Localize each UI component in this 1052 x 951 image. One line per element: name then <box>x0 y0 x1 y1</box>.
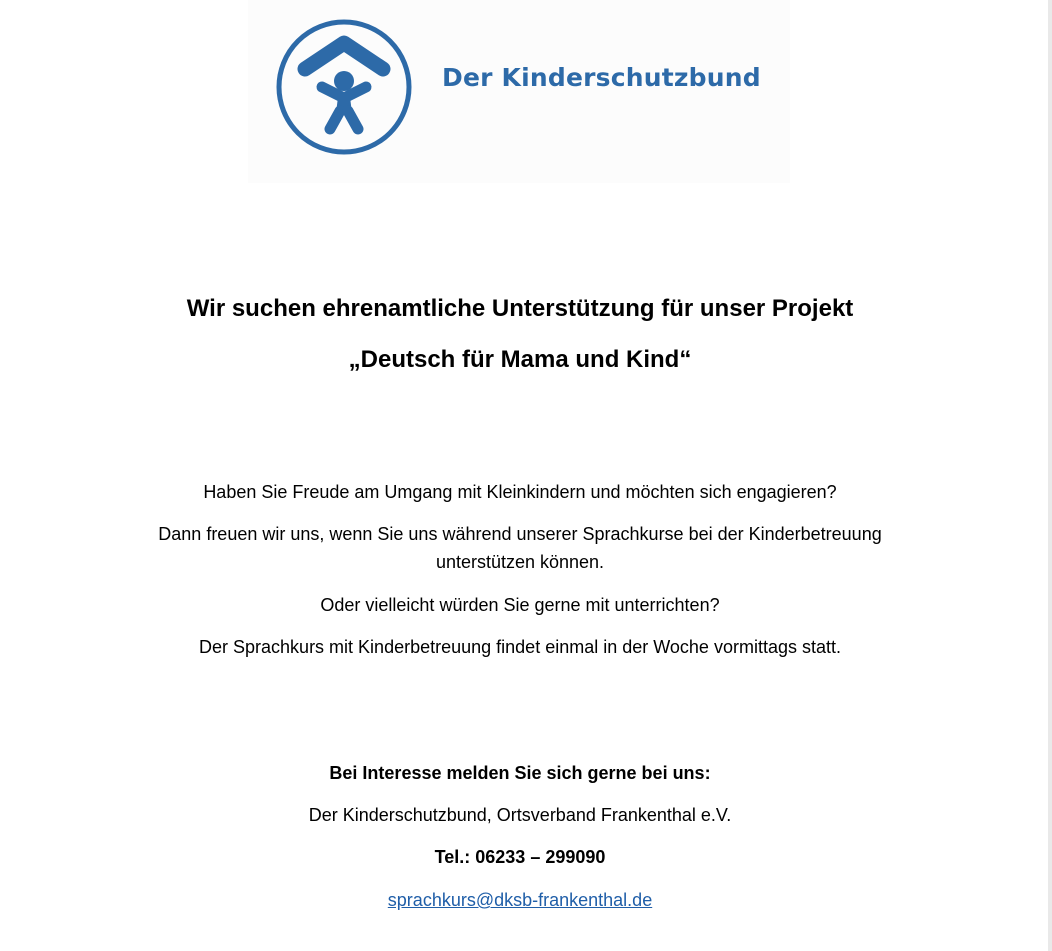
headline-line-2: „Deutsch für Mama und Kind“ <box>348 346 692 373</box>
kinderschutzbund-logo-icon <box>274 17 414 157</box>
email-link[interactable]: sprachkurs@dksb-frankenthal.de <box>387 890 653 910</box>
contact-phone: Tel.: 06233 – 299090 <box>434 847 606 867</box>
schedule-info: Der Sprachkurs mit Kinderbetreuung findet einmal in der Woche vormittags statt. <box>199 637 841 657</box>
intro-question: Haben Sie Freude am Umgang mit Kleinkindern und möchten sich engagieren? <box>203 482 837 502</box>
teaching-question: Oder vielleicht würden Sie gerne mit unterrichten? <box>320 595 720 615</box>
headline-line-1: Wir suchen ehrenamtliche Unterstützung für unser Projekt <box>186 295 854 322</box>
support-paragraph-line-1: Dann freuen wir uns, wenn Sie uns während unserer Sprachkurse bei der Kinderbetreuung <box>158 524 882 544</box>
contact-email-row <box>0 886 1040 914</box>
logo-text: Der Kinderschutzbund <box>442 63 761 92</box>
contact-heading: Bei Interesse melden Sie sich gerne bei uns: <box>329 763 711 783</box>
support-paragraph-line-2: unterstützen können. <box>435 552 605 572</box>
contact-organization: Der Kinderschutzbund, Ortsverband Frankenthal e.V. <box>308 805 732 825</box>
logo-header <box>248 0 790 183</box>
page-edge <box>1048 0 1052 951</box>
